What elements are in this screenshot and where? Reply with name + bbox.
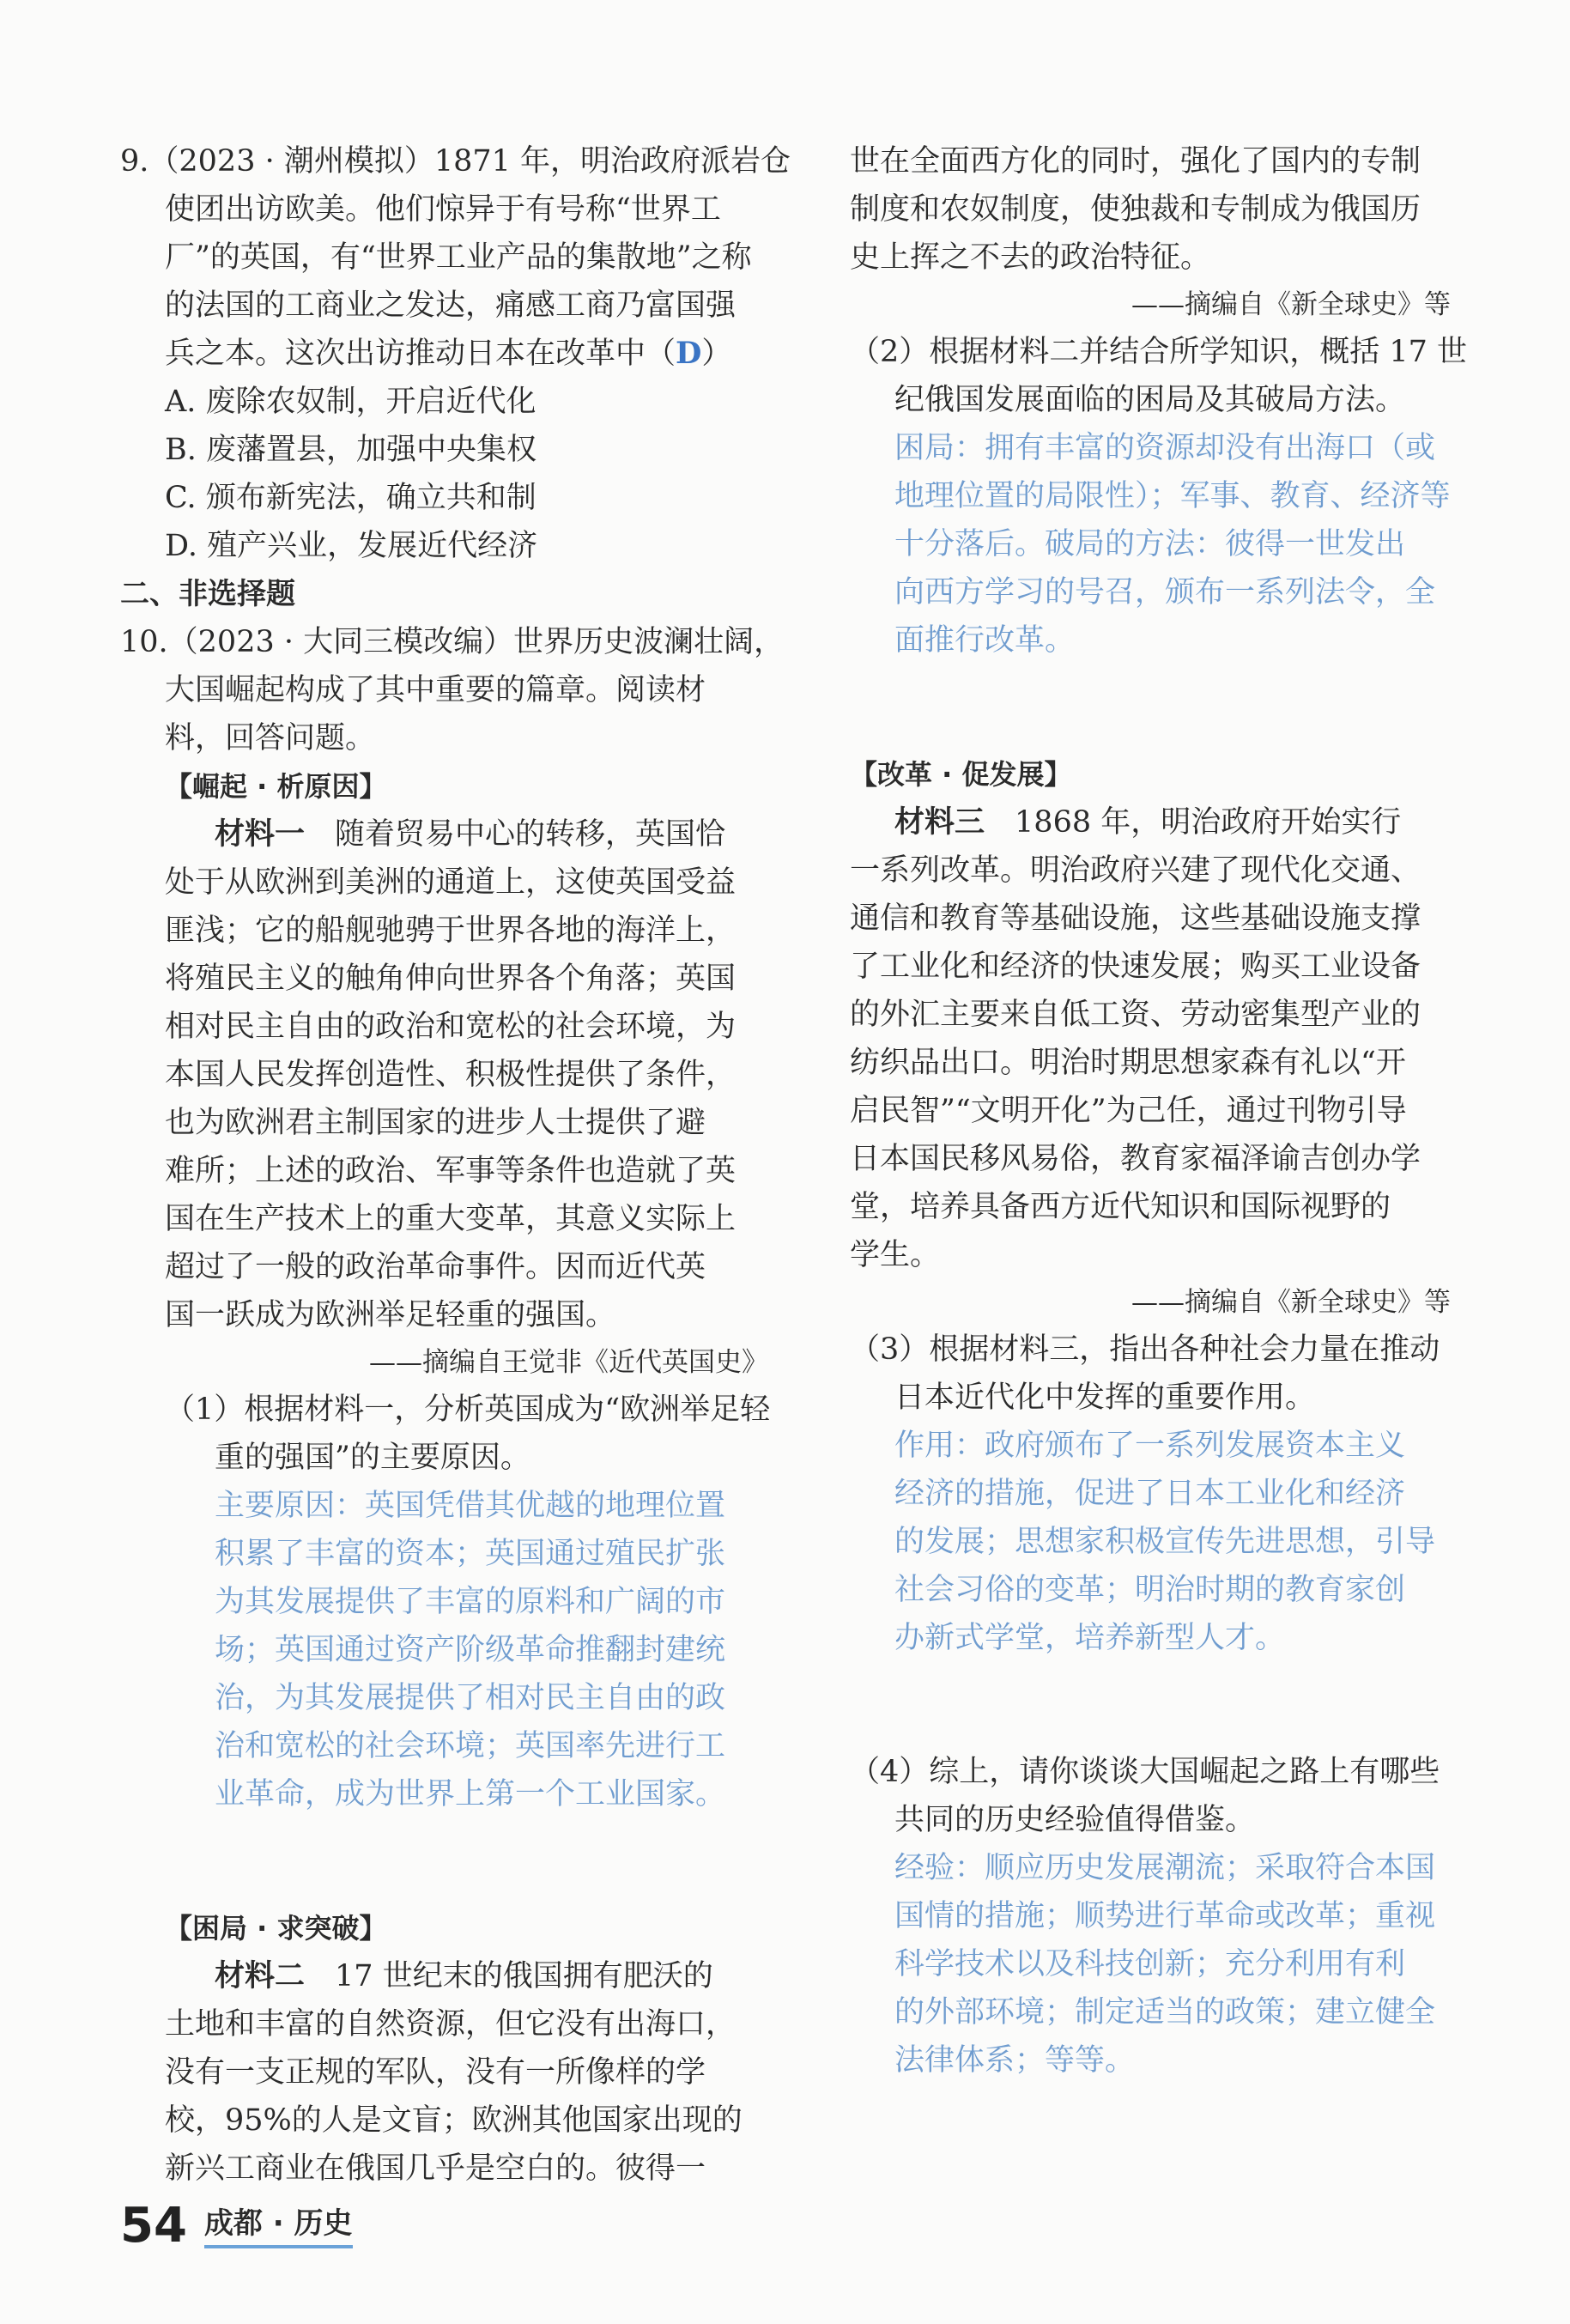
- mat1-line: 匪浅；它的船舰驰骋于世界各地的海洋上，: [165, 913, 737, 948]
- mat3-line: 通信和教育等基础设施，这些基础设施支撑: [850, 901, 1421, 936]
- mat1-line: 国一跃成为欧洲举足轻重的强国。: [165, 1298, 616, 1332]
- subheading-dilemma: 【困局 · 求突破】: [165, 1912, 387, 1945]
- q4-line: （4）综上，请你谈谈大国崛起之路上有哪些: [850, 1755, 1440, 1789]
- mat1-line: [120, 810, 768, 859]
- mat3-text: 1868 年，明治政府开始实行: [1015, 805, 1402, 840]
- q9-paren: ）: [701, 337, 732, 371]
- mat3-line: 了工业化和经济的快速发展；购买工业设备: [850, 950, 1421, 984]
- a4-line: 国情的措施；顺势进行革命或改革；重视: [894, 1899, 1436, 1933]
- a4-line: 科学技术以及科技创新；充分利用有利: [894, 1947, 1406, 1981]
- mat2-line: 校，95%的人是文盲；欧洲其他国家出现的: [165, 2103, 743, 2138]
- material-1: [120, 810, 768, 1386]
- mat3-line: 日本国民移风易俗，教育家福泽谕吉创办学: [850, 1142, 1421, 1176]
- q9-line: 厂”的英国，有“世界工业产品的集散地”之称: [165, 240, 752, 275]
- a2-line: 面推行改革。: [894, 623, 1076, 658]
- mat2-line: [120, 1952, 768, 2000]
- mat1-line: 难所；上述的政治、军事等条件也造就了英: [165, 1154, 737, 1188]
- mat3-line: [850, 798, 1451, 846]
- a3-line: 作用：政府颁布了一系列发展资本主义: [894, 1429, 1406, 1463]
- a4-line: 法律体系；等等。: [894, 2043, 1136, 2078]
- mat2-line: 世在全面西方化的同时，强化了国内的专制: [850, 144, 1421, 179]
- mat2-text: 17 世纪末的俄国拥有肥沃的: [335, 1959, 713, 1993]
- mat3-line: 的外汇主要来自低工资、劳动密集型产业的: [850, 998, 1421, 1032]
- q1-line: （1）根据材料一，分析英国成为“欧洲举足轻: [165, 1393, 771, 1427]
- page-footer: [120, 2198, 353, 2254]
- mat3-label: 材料三: [894, 805, 985, 840]
- q9-answer: D: [676, 336, 702, 371]
- q1-line: 重的强国”的主要原因。: [215, 1441, 530, 1475]
- q9-stem-end: 兵之本。这次出访推动日本在改革中（: [165, 337, 676, 371]
- sub-question-4: [850, 1748, 1451, 1844]
- a1-line: 为其发展提供了丰富的原料和广阔的市: [215, 1585, 726, 1619]
- material-2: [120, 1952, 768, 2193]
- a2-line: 地理位置的局限性）；军事、教育、经济等: [894, 479, 1451, 513]
- a2-line: 困局：拥有丰富的资源却没有出海口（或: [894, 431, 1436, 465]
- mat2-line: 土地和丰富的自然资源，但它没有出海口，: [165, 2007, 737, 2042]
- subheading-reform: 【改革 · 促发展】: [850, 758, 1072, 791]
- a3-line: 社会习俗的变革；明治时期的教育家创: [894, 1573, 1406, 1607]
- left-column: [120, 137, 791, 2193]
- q9-line: 使团出访欧美。他们惊异于有号称“世界工: [165, 192, 721, 227]
- mat1-label: 材料一: [215, 817, 306, 852]
- mat3-source: ——摘编自《新全球史》等: [1131, 1287, 1451, 1318]
- a1-line: 业革命，成为世界上第一个工业国家。: [215, 1777, 726, 1811]
- right-column: [850, 137, 1468, 2084]
- q9-line: 9.（2023 · 潮州模拟）1871 年，明治政府派岩仓: [120, 144, 791, 179]
- mat1-line: 处于从欧洲到美洲的通道上，这使英国受益: [165, 865, 737, 900]
- q4-line: 共同的历史经验值得借鉴。: [894, 1803, 1256, 1837]
- q3-line: 日本近代化中发挥的重要作用。: [894, 1380, 1316, 1415]
- a4-line: 经验：顺应历史发展潮流；采取符合本国: [894, 1851, 1436, 1885]
- mat2-line: 新兴工商业在俄国几乎是空白的。彼得一: [165, 2151, 706, 2186]
- book-title: 成都 · 历史: [204, 2200, 353, 2248]
- sub-question-1: [120, 1386, 771, 1482]
- answer-4: [850, 1844, 1451, 2084]
- mat1-line: 将殖民主义的触角伸向世界各个角落；英国: [165, 962, 737, 996]
- answer-1: [120, 1482, 768, 1818]
- mat3-line: 学生。: [850, 1238, 941, 1272]
- sub-question-2: [850, 328, 1468, 424]
- mat3-line: 启民智”“文明开化”为己任，通过刊物引导: [850, 1094, 1407, 1128]
- a3-line: 办新式学堂，培养新型人才。: [894, 1621, 1286, 1655]
- option-d: D. 殖产兴业，发展近代经济: [165, 529, 538, 563]
- a1-line: 治和宽松的社会环境；英国率先进行工: [215, 1729, 726, 1763]
- answer-3: [850, 1422, 1451, 1662]
- mat1-line: 超过了一般的政治革命事件。因而近代英: [165, 1250, 706, 1284]
- a1-line: 主要原因：英国凭借其优越的地理位置: [215, 1489, 726, 1523]
- q10-line: 料，回答问题。: [165, 721, 376, 755]
- q3-line: （3）根据材料三，指出各种社会力量在推动: [850, 1332, 1440, 1367]
- q10-line: 10.（2023 · 大同三模改编）世界历史波澜壮阔，: [120, 625, 785, 659]
- q10-line: 大国崛起构成了其中重要的篇章。阅读材: [165, 673, 706, 707]
- mat1-line: 相对民主自由的政治和宽松的社会环境，为: [165, 1010, 737, 1044]
- mat1-text: 随着贸易中心的转移，英国恰: [335, 817, 726, 852]
- mat3-line: 纺织品出口。明治时期思想家森有礼以“开: [850, 1046, 1406, 1080]
- mat2-line: 制度和农奴制度，使独裁和专制成为俄国历: [850, 192, 1421, 227]
- mat1-line: 本国人民发挥创造性、积极性提供了条件，: [165, 1058, 737, 1092]
- a1-line: 积累了丰富的资本；英国通过殖民扩张: [215, 1537, 726, 1571]
- mat2-source: ——摘编自《新全球史》等: [1131, 289, 1451, 320]
- material-3: [850, 798, 1451, 1326]
- mat2-line: 没有一支正规的军队，没有一所像样的学: [165, 2055, 706, 2090]
- section-heading: 二、非选择题: [120, 577, 295, 611]
- question-10: [120, 618, 785, 762]
- mat2-label: 材料二: [215, 1959, 306, 1993]
- a3-line: 的发展；思想家积极宣传先进思想，引导: [894, 1525, 1436, 1559]
- option-a: A. 废除农奴制，开启近代化: [165, 385, 536, 419]
- q2-line: （2）根据材料二并结合所学知识，概括 17 世: [850, 335, 1468, 369]
- mat3-line: 堂，培养具备西方近代知识和国际视野的: [850, 1190, 1391, 1224]
- q2-line: 纪俄国发展面临的困局及其破局方法。: [894, 383, 1406, 417]
- mat1-line: 国在生产技术上的重大变革，其意义实际上: [165, 1202, 737, 1236]
- sub-question-3: [850, 1326, 1451, 1422]
- mat2-line: 史上挥之不去的政治特征。: [850, 240, 1211, 275]
- a4-line: 的外部环境；制定适当的政策；建立健全: [894, 1995, 1436, 2030]
- a3-line: 经济的措施，促进了日本工业化和经济: [894, 1477, 1406, 1511]
- subheading-rise: 【崛起 · 析原因】: [165, 770, 387, 803]
- q9-line: 的法国的工商业之发达，痛感工商乃富国强: [165, 288, 737, 323]
- answer-2: [850, 424, 1451, 664]
- a2-line: 向西方学习的号召，颁布一系列法令，全: [894, 575, 1436, 610]
- question-9: [120, 137, 791, 570]
- a1-line: 场；英国通过资产阶级革命推翻封建统: [215, 1633, 726, 1667]
- mat3-line: 一系列改革。明治政府兴建了现代化交通、: [850, 853, 1421, 888]
- material-2-continued: [850, 137, 1451, 328]
- option-c: C. 颁布新宪法，确立共和制: [165, 481, 536, 515]
- a2-line: 十分落后。破局的方法：彼得一世发出: [894, 527, 1406, 561]
- option-b: B. 废藩置县，加强中央集权: [165, 433, 536, 467]
- a1-line: 治，为其发展提供了相对民主自由的政: [215, 1681, 726, 1715]
- mat1-line: 也为欧洲君主制国家的进步人士提供了避: [165, 1106, 706, 1140]
- mat1-source: ——摘编自王觉非《近代英国史》: [369, 1347, 768, 1378]
- page-number: 54: [120, 2198, 187, 2254]
- q9-line: [120, 330, 768, 378]
